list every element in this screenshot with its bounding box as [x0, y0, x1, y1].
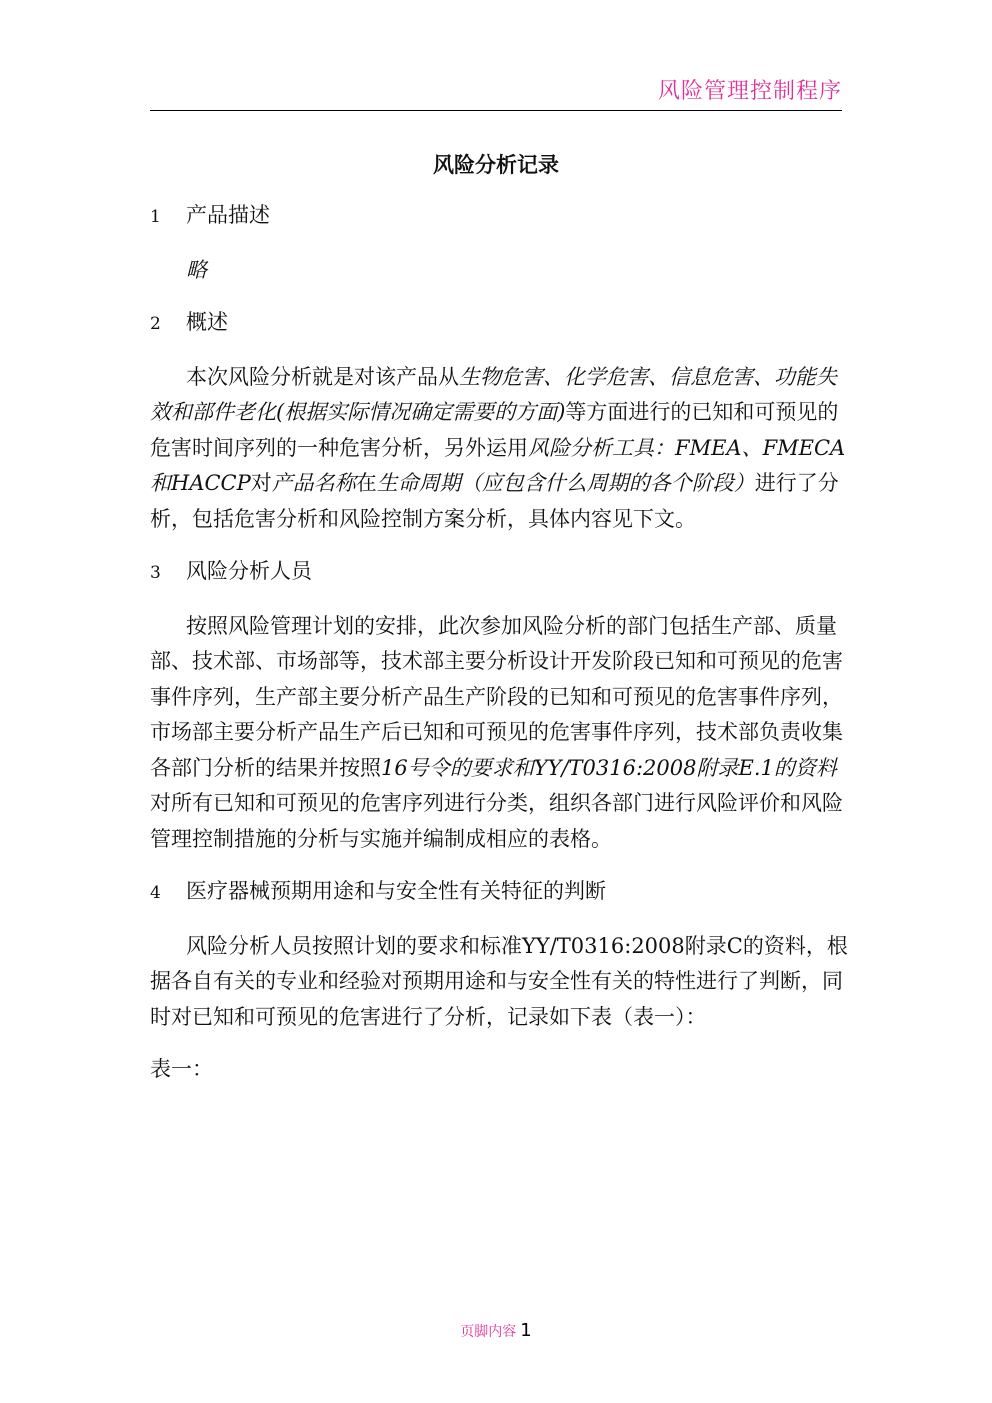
section-heading-1	[150, 198, 850, 236]
page-footer	[0, 1320, 992, 1341]
text-run: 对	[250, 471, 272, 495]
table-label: 表一：	[150, 1057, 213, 1081]
placeholder-text: 产品名称	[271, 471, 356, 495]
document-body	[150, 198, 850, 1088]
section-3-paragraph	[150, 609, 850, 858]
section-heading-2	[150, 305, 850, 343]
section-title: 风险分析人员	[186, 559, 312, 583]
placeholder-text: 生命周期（应包含什么周期的各个阶段）	[376, 471, 755, 495]
section-4-paragraph: 风险分析人员按照计划的要求和标准YY/T0316:2008附录C的资料，根据各自有关的专业和经验对预期用途和与安全性有关的特性进行了判断，同时对已知和可预见的危害进行了分析，记录如下表（表一）：	[150, 933, 848, 1029]
section-title: 产品描述	[186, 203, 270, 227]
section-number: 3	[150, 563, 161, 583]
section-1-body	[150, 253, 850, 289]
document-title: 风险分析记录	[433, 152, 559, 177]
section-heading-4	[150, 874, 850, 912]
section-title: 医疗器械预期用途和与安全性有关特征的判断	[186, 879, 606, 903]
page-number: 1	[520, 1320, 532, 1341]
placeholder-text: 略	[186, 257, 207, 282]
text-run: 按照风险管理计划的安排，此次参加风险分析的部门包括生产部、质量部、技术部、市场部等，技术部主要分析设计开发阶段已知和可预见的危害事件序列，生产部主要分析产品生产阶段的已知和可预见的危害事件序列，市场部主要分析产品生产后已知和可预见的危害事件序列，技术部负责收集各部门分析的结果并按照	[150, 613, 843, 780]
text-run: 对所有已知和可预见的危害序列进行分类，组织各部门进行风险评价和风险管理控制措施的分析与实施并编制成相应的表格。	[150, 791, 843, 851]
section-number: 1	[150, 207, 161, 227]
header-divider	[150, 110, 842, 111]
text-run: 进行了分析，包括危害分析和风险控制方案分析，具体内容见下文。	[150, 471, 839, 531]
header-title: 风险管理控制程序	[657, 79, 842, 104]
text-run: 在	[355, 471, 377, 495]
text-run: 等方面进行的已知和可预见的危害时间序列的一种危害分析，另外运用	[150, 400, 839, 460]
section-heading-3	[150, 554, 850, 592]
section-number: 2	[150, 314, 161, 334]
placeholder-text: 16号令的要求和YY/T0316:2008附录E.1的资料	[381, 755, 837, 780]
text-run: 本次风险分析就是对该产品从	[186, 364, 459, 389]
placeholder-text: 生物危害、化学危害、信息危害、功能失效和部件老化(根据实际情况确定需要的方面)	[150, 364, 837, 424]
section-title: 概述	[186, 310, 228, 334]
section-number: 4	[150, 883, 161, 903]
footer-label: 页脚内容	[460, 1324, 517, 1340]
placeholder-text: 风险分析工具：FMEA、FMECA和HACCP	[150, 435, 846, 495]
section-2-paragraph	[150, 360, 850, 538]
